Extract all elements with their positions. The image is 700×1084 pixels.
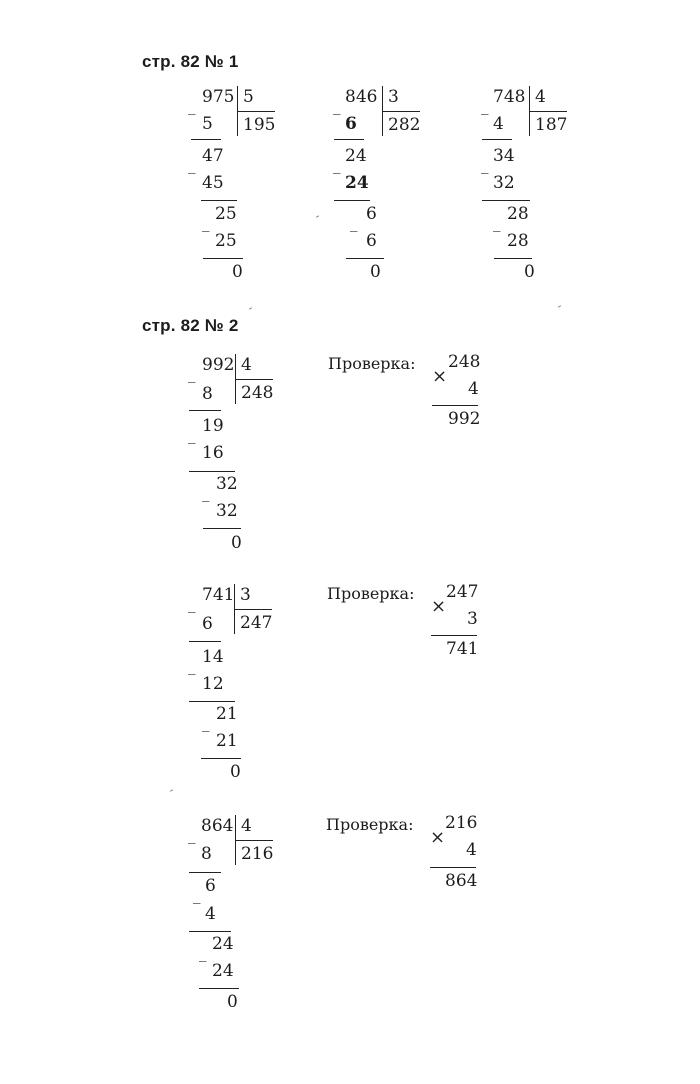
- step-3-remainder: 21: [216, 704, 238, 724]
- product: 741: [446, 639, 479, 659]
- dividend: 864: [201, 816, 234, 836]
- minus-sign: _: [193, 886, 201, 904]
- minus-sign: _: [202, 484, 210, 502]
- step-line: [334, 139, 364, 140]
- quotient: 248: [241, 383, 274, 403]
- dividend: 975: [202, 87, 235, 107]
- minus-sign: _: [202, 714, 210, 732]
- minus-sign: _: [333, 156, 341, 174]
- multiply-sign: ×: [432, 366, 448, 387]
- minus-sign: _: [350, 214, 358, 232]
- division-bracket-horizontal: [234, 609, 272, 610]
- step-line: [199, 988, 239, 989]
- multiplicand: 247: [446, 582, 479, 602]
- division-bracket-horizontal: [235, 379, 273, 380]
- step-3-subtrahend: 21: [216, 731, 238, 751]
- step-line: [346, 258, 384, 259]
- dividend: 846: [345, 87, 378, 107]
- final-remainder: 0: [370, 262, 381, 282]
- dividend: 748: [493, 87, 526, 107]
- check-label: Проверка:: [327, 584, 415, 603]
- step-line: [189, 931, 231, 932]
- step-1-subtrahend: 5: [202, 114, 213, 134]
- step-2-remainder: 19: [202, 416, 224, 436]
- multiplicand: 248: [448, 352, 481, 372]
- divisor: 4: [535, 87, 546, 107]
- minus-sign: _: [481, 156, 489, 174]
- step-3-remainder: 25: [215, 204, 237, 224]
- scan-speck: [316, 215, 319, 217]
- minus-sign: _: [188, 426, 196, 444]
- step-line: [334, 200, 370, 201]
- product-line: [431, 635, 477, 636]
- division-bracket-horizontal: [529, 111, 567, 112]
- final-remainder: 0: [231, 533, 242, 553]
- step-1-subtrahend: 8: [202, 384, 213, 404]
- product-line: [432, 405, 478, 406]
- step-line: [189, 410, 221, 411]
- divisor: 5: [243, 87, 254, 107]
- step-3-remainder: 6: [366, 204, 377, 224]
- multiply-sign: ×: [430, 827, 446, 848]
- step-3-subtrahend: 24: [212, 961, 234, 981]
- step-1-subtrahend: 6: [345, 114, 357, 134]
- multiplier: 3: [467, 609, 478, 629]
- division-bracket-horizontal: [382, 111, 420, 112]
- final-remainder: 0: [524, 262, 535, 282]
- step-3-remainder: 28: [507, 204, 529, 224]
- quotient: 195: [243, 115, 276, 135]
- step-2-remainder: 47: [202, 146, 224, 166]
- quotient: 216: [241, 844, 274, 864]
- step-3-subtrahend: 25: [215, 231, 237, 251]
- dividend: 992: [202, 355, 235, 375]
- step-line: [201, 200, 237, 201]
- division-864-by-4: [185, 815, 305, 1015]
- minus-sign: _: [188, 595, 196, 613]
- divisor: 3: [388, 87, 399, 107]
- step-3-remainder: 24: [212, 934, 234, 954]
- check-216-times-4: [326, 813, 496, 903]
- scan-speck: [558, 305, 561, 307]
- final-remainder: 0: [232, 262, 243, 282]
- check-248-times-4: [328, 352, 498, 442]
- step-line: [201, 758, 241, 759]
- section-2-heading: стр. 82 № 2: [142, 316, 239, 335]
- step-1-subtrahend: 8: [201, 844, 212, 864]
- minus-sign: _: [188, 826, 196, 844]
- step-line: [203, 258, 243, 259]
- minus-sign: _: [199, 944, 207, 962]
- check-247-times-3: [327, 582, 497, 672]
- division-975-by-5: [185, 86, 305, 286]
- division-741-by-3: [185, 584, 305, 784]
- scan-speck: [170, 789, 173, 791]
- step-2-remainder: 14: [202, 647, 224, 667]
- step-2-subtrahend: 32: [493, 173, 515, 193]
- division-bracket-horizontal: [237, 111, 275, 112]
- final-remainder: 0: [230, 762, 241, 782]
- step-line: [203, 528, 241, 529]
- divisor: 3: [240, 585, 251, 605]
- step-2-remainder: 6: [205, 876, 216, 896]
- step-2-subtrahend: 16: [202, 443, 224, 463]
- step-2-remainder: 34: [493, 146, 515, 166]
- division-bracket-horizontal: [235, 840, 273, 841]
- minus-sign: _: [188, 365, 196, 383]
- step-2-subtrahend: 12: [202, 674, 224, 694]
- dividend: 741: [202, 585, 235, 605]
- step-line: [191, 139, 221, 140]
- step-1-subtrahend: 4: [493, 114, 504, 134]
- minus-sign: _: [493, 214, 501, 232]
- step-3-subtrahend: 32: [216, 501, 238, 521]
- minus-sign: _: [202, 214, 210, 232]
- step-line: [482, 200, 530, 201]
- minus-sign: _: [188, 657, 196, 675]
- step-2-subtrahend: 45: [202, 173, 224, 193]
- quotient: 282: [388, 115, 421, 135]
- check-label: Проверка:: [326, 815, 414, 834]
- minus-sign: _: [333, 97, 341, 115]
- check-label: Проверка:: [328, 354, 416, 373]
- final-remainder: 0: [227, 992, 238, 1012]
- step-3-subtrahend: 6: [366, 231, 377, 251]
- step-2-remainder: 24: [345, 146, 367, 166]
- division-992-by-4: [185, 354, 305, 554]
- divisor: 4: [241, 816, 252, 836]
- multiplier: 4: [466, 840, 477, 860]
- step-3-subtrahend: 28: [507, 231, 529, 251]
- product-line: [430, 867, 476, 868]
- minus-sign: _: [481, 97, 489, 115]
- minus-sign: _: [188, 97, 196, 115]
- division-846-by-3: [330, 86, 450, 286]
- minus-sign: _: [188, 156, 196, 174]
- step-2-subtrahend: 4: [205, 904, 216, 924]
- step-3-remainder: 32: [216, 474, 238, 494]
- step-line: [482, 139, 512, 140]
- scan-speck: [249, 307, 252, 309]
- step-line: [189, 471, 235, 472]
- divisor: 4: [241, 355, 252, 375]
- step-line: [189, 872, 221, 873]
- product: 864: [445, 871, 478, 891]
- step-line: [189, 701, 235, 702]
- multiply-sign: ×: [431, 596, 447, 617]
- step-2-subtrahend: 24: [345, 173, 369, 193]
- quotient: 247: [240, 613, 273, 633]
- quotient: 187: [535, 115, 568, 135]
- step-1-subtrahend: 6: [202, 614, 213, 634]
- multiplier: 4: [468, 379, 479, 399]
- step-line: [189, 641, 221, 642]
- multiplicand: 216: [445, 813, 478, 833]
- step-line: [494, 258, 532, 259]
- division-748-by-4: [478, 86, 598, 286]
- section-1-heading: стр. 82 № 1: [142, 52, 239, 71]
- product: 992: [448, 409, 481, 429]
